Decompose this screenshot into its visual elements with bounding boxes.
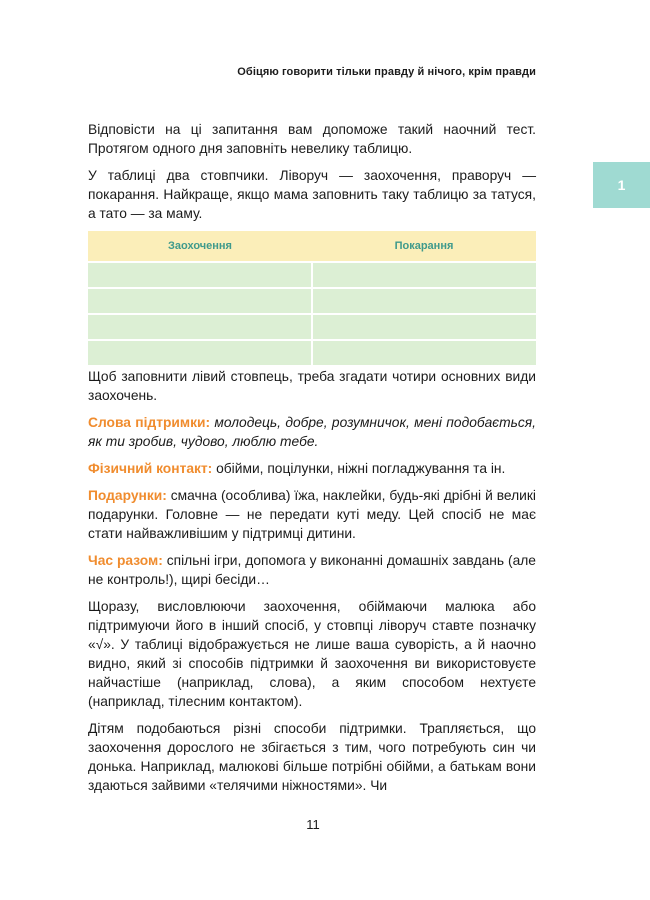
table-row xyxy=(88,341,536,365)
table-cell-punishments xyxy=(313,341,536,365)
item-gifts-lead: Подарунки: xyxy=(88,488,167,503)
paragraph-support-types: Дітям подобаються різні способи підтримки. Трапляється, що заохочення дорослого не збігається з тим, чого потребують син чи донька. Наприклад, малюкові більше потрібні обійми, а батькам вони здаються зайвими «телячими ніжностями». Чи xyxy=(88,721,536,793)
item-physical-text: обійми, поцілунки, ніжні погладжування та ін. xyxy=(216,461,506,476)
table-header-rewards: Заохочення xyxy=(168,239,232,252)
table-cell-punishments xyxy=(313,289,536,313)
item-time xyxy=(88,551,536,589)
page-content xyxy=(88,120,536,803)
item-gifts-text: смачна (особлива) їжа, наклейки, будь-які дрібні й великі подарунки. Головне — не передати куті меду. Цей спосіб не має стати найважливішим у підтримці дитини. xyxy=(88,488,536,541)
table-row xyxy=(88,315,536,339)
item-time-lead: Час разом: xyxy=(88,553,163,568)
table-row xyxy=(88,263,536,287)
running-header: Обіцяю говорити тільки правду й нічого, крім правди xyxy=(237,66,536,78)
paragraph-table-desc: У таблиці два стовпчики. Ліворуч — заохочення, праворуч — покарання. Найкраще, якщо мама заповнить таку таблицю за татуся, а тато — за маму. xyxy=(88,168,536,221)
chapter-tab xyxy=(593,162,650,208)
paragraph-reward-types: Щоб заповнити лівий стовпець, треба згадати чотири основних види заохочень. xyxy=(88,369,536,403)
table-cell-punishments xyxy=(313,315,536,339)
table-header-punishments: Покарання xyxy=(394,239,454,252)
item-physical-lead: Фізичний контакт: xyxy=(88,461,213,476)
page-number: 11 xyxy=(306,817,320,832)
item-words xyxy=(88,413,536,451)
chapter-tab-label: 1 xyxy=(617,177,626,193)
reward-punishment-table xyxy=(88,231,536,365)
item-gifts xyxy=(88,486,536,543)
item-words-text: молодець, добре, розумничок, мені подобається, як ти зробив, чудово, люблю тебе. xyxy=(88,415,536,449)
table-cell-punishments xyxy=(313,263,536,287)
table-cell-rewards xyxy=(88,315,311,339)
item-words-lead: Слова підтримки: xyxy=(88,415,211,430)
table-cell-rewards xyxy=(88,263,311,287)
table-row xyxy=(88,289,536,313)
table-cell-rewards xyxy=(88,341,311,365)
paragraph-intro: Відповісти на ці запитання вам допоможе такий наочний тест. Протягом одного дня заповніть невелику таблицю. xyxy=(88,122,536,156)
table-header xyxy=(88,231,536,261)
paragraph-marking: Щоразу, висловлюючи заохочення, обіймаючи малюка або підтримуючи його в інший спосіб, у стовпці ліворуч ставте позначку «√». У таблиці відображується не лише ваша суворість, а й наочно видно, який зі способів підтримки й заохочення ви використовуєте найчастіше (наприклад, слова), а яким способом нехтуєте (наприклад, тілесним контактом). xyxy=(88,599,536,709)
table-cell-rewards xyxy=(88,289,311,313)
item-physical xyxy=(88,459,536,478)
item-time-text: спільні ігри, допомога у виконанні домашніх завдань (але не контроль!), щирі бесіди… xyxy=(88,553,536,587)
